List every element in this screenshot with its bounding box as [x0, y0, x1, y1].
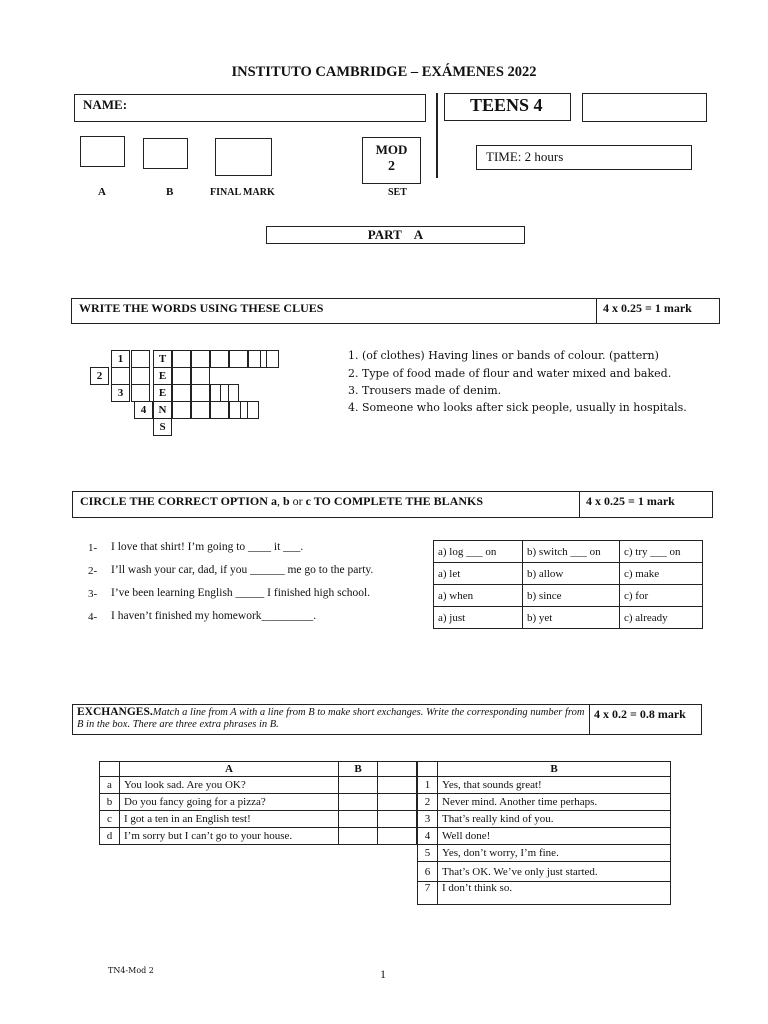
crossword-number-1: 1 [111, 350, 130, 368]
option-c[interactable]: c) already [620, 607, 703, 629]
option-a[interactable]: a) log ___ on [434, 541, 523, 563]
options-table [433, 540, 703, 629]
label-a: A [98, 186, 106, 198]
crossword-letter-e: E [153, 367, 172, 385]
name-label: NAME: [83, 97, 128, 112]
question-number: 2- [88, 565, 98, 577]
crossword-letter-s: S [153, 418, 172, 436]
mod-box [362, 137, 421, 184]
table-row: 4 Well done! [418, 828, 671, 845]
question-number: 4- [88, 611, 98, 623]
time-box: TIME: 2 hours [476, 145, 692, 170]
mark-a-box[interactable] [80, 136, 125, 167]
section2-mark: 4 x 0.25 = 1 mark [586, 494, 675, 508]
options-row [434, 607, 703, 629]
exchanges-table-a [99, 761, 417, 845]
question-2: I’ll wash your car, dad, if you ______ me go to the party. [111, 564, 374, 576]
option-b[interactable]: b) allow [523, 563, 620, 585]
section3-title: EXCHANGES.Match a line from A with a line from B to make short exchanges. Write the corresponding number from B in the box. There are three extra phrases in B. [77, 706, 585, 730]
blank-box[interactable] [582, 93, 707, 122]
answer-box[interactable] [339, 828, 378, 845]
page-number: 1 [380, 967, 386, 981]
crossword-cell[interactable] [191, 367, 210, 385]
crossword-cell[interactable] [260, 350, 279, 368]
clue-4: 4. Someone who looks after sick people, usually in hospitals. [348, 401, 687, 414]
mod-label: MOD [375, 142, 408, 157]
column-b-header: B [339, 762, 378, 777]
label-final-mark: FINAL MARK [210, 187, 275, 198]
question-number: 3- [88, 588, 98, 600]
final-mark-box[interactable] [215, 138, 272, 176]
answer-box[interactable] [339, 811, 378, 828]
answer-box[interactable] [339, 794, 378, 811]
question-3: I’ve been learning English _____ I finished high school. [111, 587, 371, 599]
part-title: PART A [266, 226, 525, 244]
crossword-number-2: 2 [90, 367, 109, 385]
option-b[interactable]: b) yet [523, 607, 620, 629]
option-a[interactable]: a) when [434, 585, 523, 607]
crossword-cell[interactable] [172, 350, 191, 368]
table-row: 1 Yes, that sounds great! [418, 777, 671, 794]
table-row: a You look sad. Are you OK? [100, 777, 417, 794]
clue-2: 2. Type of food made of flour and water mixed and baked. [348, 367, 672, 380]
clue-3: 3. Trousers made of denim. [348, 384, 502, 397]
question-number: 1- [88, 542, 98, 554]
option-a[interactable]: a) let [434, 563, 523, 585]
column-a-header: A [120, 762, 339, 777]
section1-header [71, 298, 720, 324]
section2-title: CIRCLE THE CORRECT OPTION a, b or c TO COMPLETE THE BLANKS [80, 494, 484, 508]
option-c[interactable]: c) for [620, 585, 703, 607]
table-row: 2 Never mind. Another time perhaps. [418, 794, 671, 811]
crossword-cell[interactable] [131, 384, 150, 402]
crossword-cell[interactable] [191, 350, 210, 368]
crossword-cell[interactable] [172, 401, 191, 419]
header-divider [436, 93, 438, 178]
name-field[interactable] [74, 94, 426, 122]
crossword-cell[interactable] [191, 401, 210, 419]
options-row [434, 563, 703, 585]
question-1: I love that shirt! I’m going to ____ it ___. [111, 541, 304, 553]
option-b[interactable]: b) since [523, 585, 620, 607]
option-b[interactable]: b) switch ___ on [523, 541, 620, 563]
answer-box[interactable] [339, 777, 378, 794]
option-c[interactable]: c) make [620, 563, 703, 585]
exchanges-table-b [417, 761, 671, 905]
column-b-title: B [438, 762, 671, 777]
option-c[interactable]: c) try ___ on [620, 541, 703, 563]
course-box: TEENS 4 [444, 93, 571, 121]
section2-header [72, 491, 713, 518]
table-row: b Do you fancy going for a pizza? [100, 794, 417, 811]
crossword-cell[interactable] [240, 401, 259, 419]
crossword-cell[interactable] [220, 384, 239, 402]
option-a[interactable]: a) just [434, 607, 523, 629]
label-b: B [166, 186, 174, 198]
crossword-letter-t: T [153, 350, 172, 368]
crossword-cell[interactable] [111, 367, 130, 385]
label-set: SET [388, 187, 407, 198]
options-row [434, 585, 703, 607]
section1-mark: 4 x 0.25 = 1 mark [603, 301, 692, 315]
crossword-cell[interactable] [172, 384, 191, 402]
crossword-cell[interactable] [131, 350, 150, 368]
table-row: d I’m sorry but I can’t go to your house. [100, 828, 417, 845]
footer-code: TN4-Mod 2 [108, 966, 154, 975]
crossword-number-4: 4 [134, 401, 153, 419]
section3-header [72, 704, 702, 735]
table-row: c I got a ten in an English test! [100, 811, 417, 828]
crossword-cell[interactable] [191, 384, 210, 402]
crossword-cell[interactable] [210, 350, 229, 368]
mark-b-box[interactable] [143, 138, 188, 169]
table-row: 7 I don’t think so. [418, 882, 671, 905]
crossword-cell[interactable] [172, 367, 191, 385]
table-row: 3 That’s really kind of you. [418, 811, 671, 828]
crossword-cell[interactable] [210, 401, 229, 419]
crossword-number-3: 3 [111, 384, 130, 402]
mod-number: 2 [388, 159, 395, 174]
exam-title: INSTITUTO CAMBRIDGE – EXÁMENES 2022 [231, 64, 537, 80]
crossword-letter-e: E [153, 384, 172, 402]
crossword-cell[interactable] [229, 350, 248, 368]
table-row: 5 Yes, don’t worry, I’m fine. [418, 845, 671, 862]
clue-1: 1. (of clothes) Having lines or bands of colour. (pattern) [348, 349, 659, 362]
question-4: I haven’t finished my homework_________. [111, 610, 317, 622]
section3-mark: 4 x 0.2 = 0.8 mark [594, 707, 686, 721]
options-row [434, 541, 703, 563]
table-row: 6 That’s OK. We’ve only just started. [418, 862, 671, 882]
section1-title: WRITE THE WORDS USING THESE CLUES [79, 301, 324, 315]
crossword-cell[interactable] [131, 367, 150, 385]
crossword-letter-n: N [153, 401, 172, 419]
